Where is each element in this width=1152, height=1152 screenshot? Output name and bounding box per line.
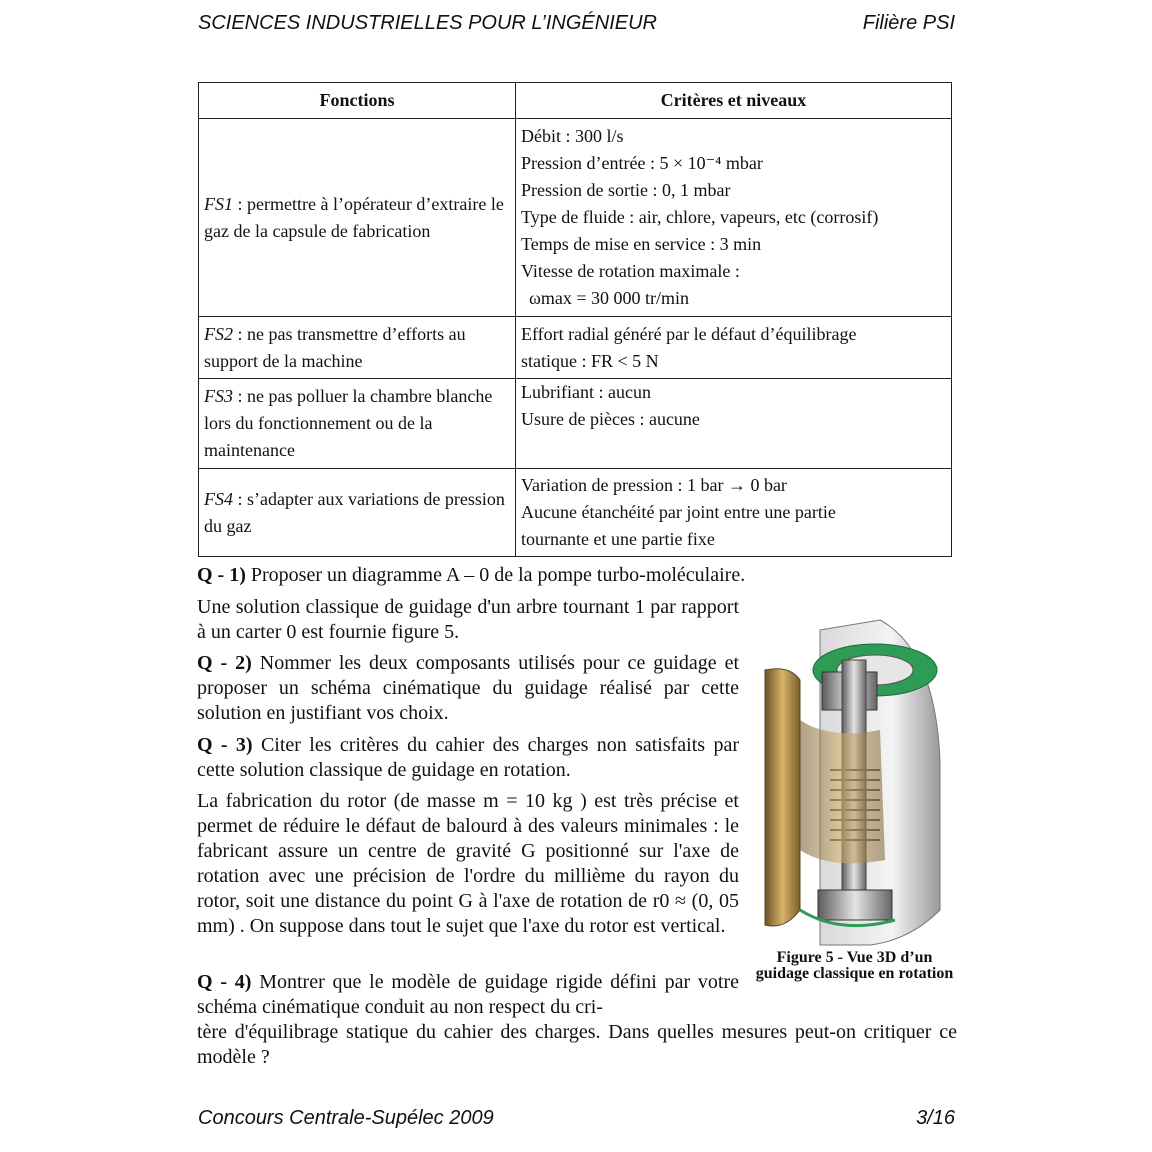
question-text-continued: tère d'équilibrage statique du cahier des charges. Dans quelles mesures peut-on critiquer ce modèle ?: [197, 1021, 957, 1068]
question-label: Q - 2): [197, 652, 252, 674]
page-number: 3/16: [916, 1107, 955, 1129]
criterion: Temps de mise en service : 3 min: [521, 234, 762, 254]
criterion: statique : FR < 5 N: [521, 350, 659, 371]
requirements-table: [198, 82, 952, 557]
criteria-cell: [516, 119, 952, 317]
col-header-criteria: Critères et niveaux: [516, 83, 952, 119]
question-label: Q - 3): [197, 734, 253, 756]
function-text: : s’adapter aux variations de pression du gaz: [204, 488, 505, 536]
table-header-row: [199, 83, 952, 119]
question-text: Citer les critères du cahier des charges non satisfaits par cette solution classique de guidage en rotation.: [197, 734, 739, 781]
paragraph-rotor: La fabrication du rotor (de masse m = 10 kg ) est très précise et permet de réduire le défaut de balourd à des valeurs minimales : le fabricant assure un centre de gravité G positionné sur l'axe de rotation avec une précision de l'ordre du millième du rayon du rotor, soit une distance du point G à l'axe de rotation de r0 ≈ (0, 05 mm) . On suppose dans tout le sujet que l'axe du rotor est vertical.: [197, 790, 739, 937]
function-label: FS1: [204, 193, 233, 214]
criterion: Type de fluide : air, chlore, vapeurs, etc (corrosif): [521, 207, 879, 227]
question-label: Q - 1): [197, 564, 246, 586]
question-1: [197, 563, 957, 588]
function-text: : permettre à l’opérateur d’extraire le gaz de la capsule de fabrication: [204, 193, 504, 241]
criterion: Variation de pression : 1 bar → 0 bar: [521, 475, 787, 495]
figure-caption: Figure 5 - Vue 3D d’un guidage classique en rotation: [755, 949, 954, 982]
criterion: Pression d’entrée : 5 × 10⁻⁴ mbar: [521, 153, 763, 173]
function-label: FS2: [204, 323, 233, 344]
criterion: Effort radial généré par le défaut d’équilibrage: [521, 323, 857, 344]
question-text: Montrer que le modèle de guidage rigide défini par votre schéma cinématique conduit au non respect du cri-: [197, 971, 739, 1018]
running-header-title: SCIENCES INDUSTRIELLES POUR L’INGÉNIEUR: [198, 12, 657, 34]
criterion: tournante et une partie fixe: [521, 529, 715, 549]
paragraph-guidage: Une solution classique de guidage d'un arbre tournant 1 par rapport à un carter 0 est fournie figure 5.: [197, 596, 739, 643]
col-header-functions: Fonctions: [199, 83, 516, 119]
running-header-track: Filière PSI: [862, 12, 955, 34]
criterion: Pression de sortie : 0, 1 mbar: [521, 180, 731, 200]
question-text: Proposer un diagramme A – 0 de la pompe turbo-moléculaire.: [245, 564, 746, 586]
function-cell: [199, 379, 516, 469]
function-cell: [199, 469, 516, 557]
table-row: [199, 379, 952, 469]
question-3: [197, 733, 739, 783]
question-2: [197, 651, 739, 726]
criterion: Débit : 300 l/s: [521, 126, 624, 146]
criteria-cell: [516, 379, 952, 469]
table-row: [199, 469, 952, 557]
table-row: [199, 317, 952, 379]
criterion: Vitesse de rotation maximale :: [521, 261, 740, 281]
function-cell: [199, 119, 516, 317]
criteria-cell: [516, 469, 952, 557]
criterion: Lubrifiant : aucun: [521, 382, 651, 402]
criterion: Aucune étanchéité par joint entre une partie: [521, 502, 836, 522]
criteria-cell: [516, 317, 952, 379]
question-4: [197, 970, 957, 1070]
function-text: : ne pas polluer la chambre blanche lors du fonctionnement ou de la maintenance: [204, 386, 493, 460]
function-cell: [199, 317, 516, 379]
function-label: FS4: [204, 488, 233, 509]
table-row: [199, 119, 952, 317]
function-text: : ne pas transmettre d’efforts au support de la machine: [204, 323, 466, 371]
criterion: Usure de pièces : aucune: [521, 409, 700, 429]
guidance-3d-figure: [760, 610, 950, 950]
criterion: ωmax = 30 000 tr/min: [529, 288, 689, 308]
footer-contest: Concours Centrale-Supélec 2009: [198, 1107, 494, 1129]
question-label: Q - 4): [197, 971, 252, 993]
function-label: FS3: [204, 386, 233, 406]
question-text: Nommer les deux composants utilisés pour ce guidage et proposer un schéma cinématique du guidage réalisé par cette solution en justifiant vos choix.: [197, 652, 739, 724]
